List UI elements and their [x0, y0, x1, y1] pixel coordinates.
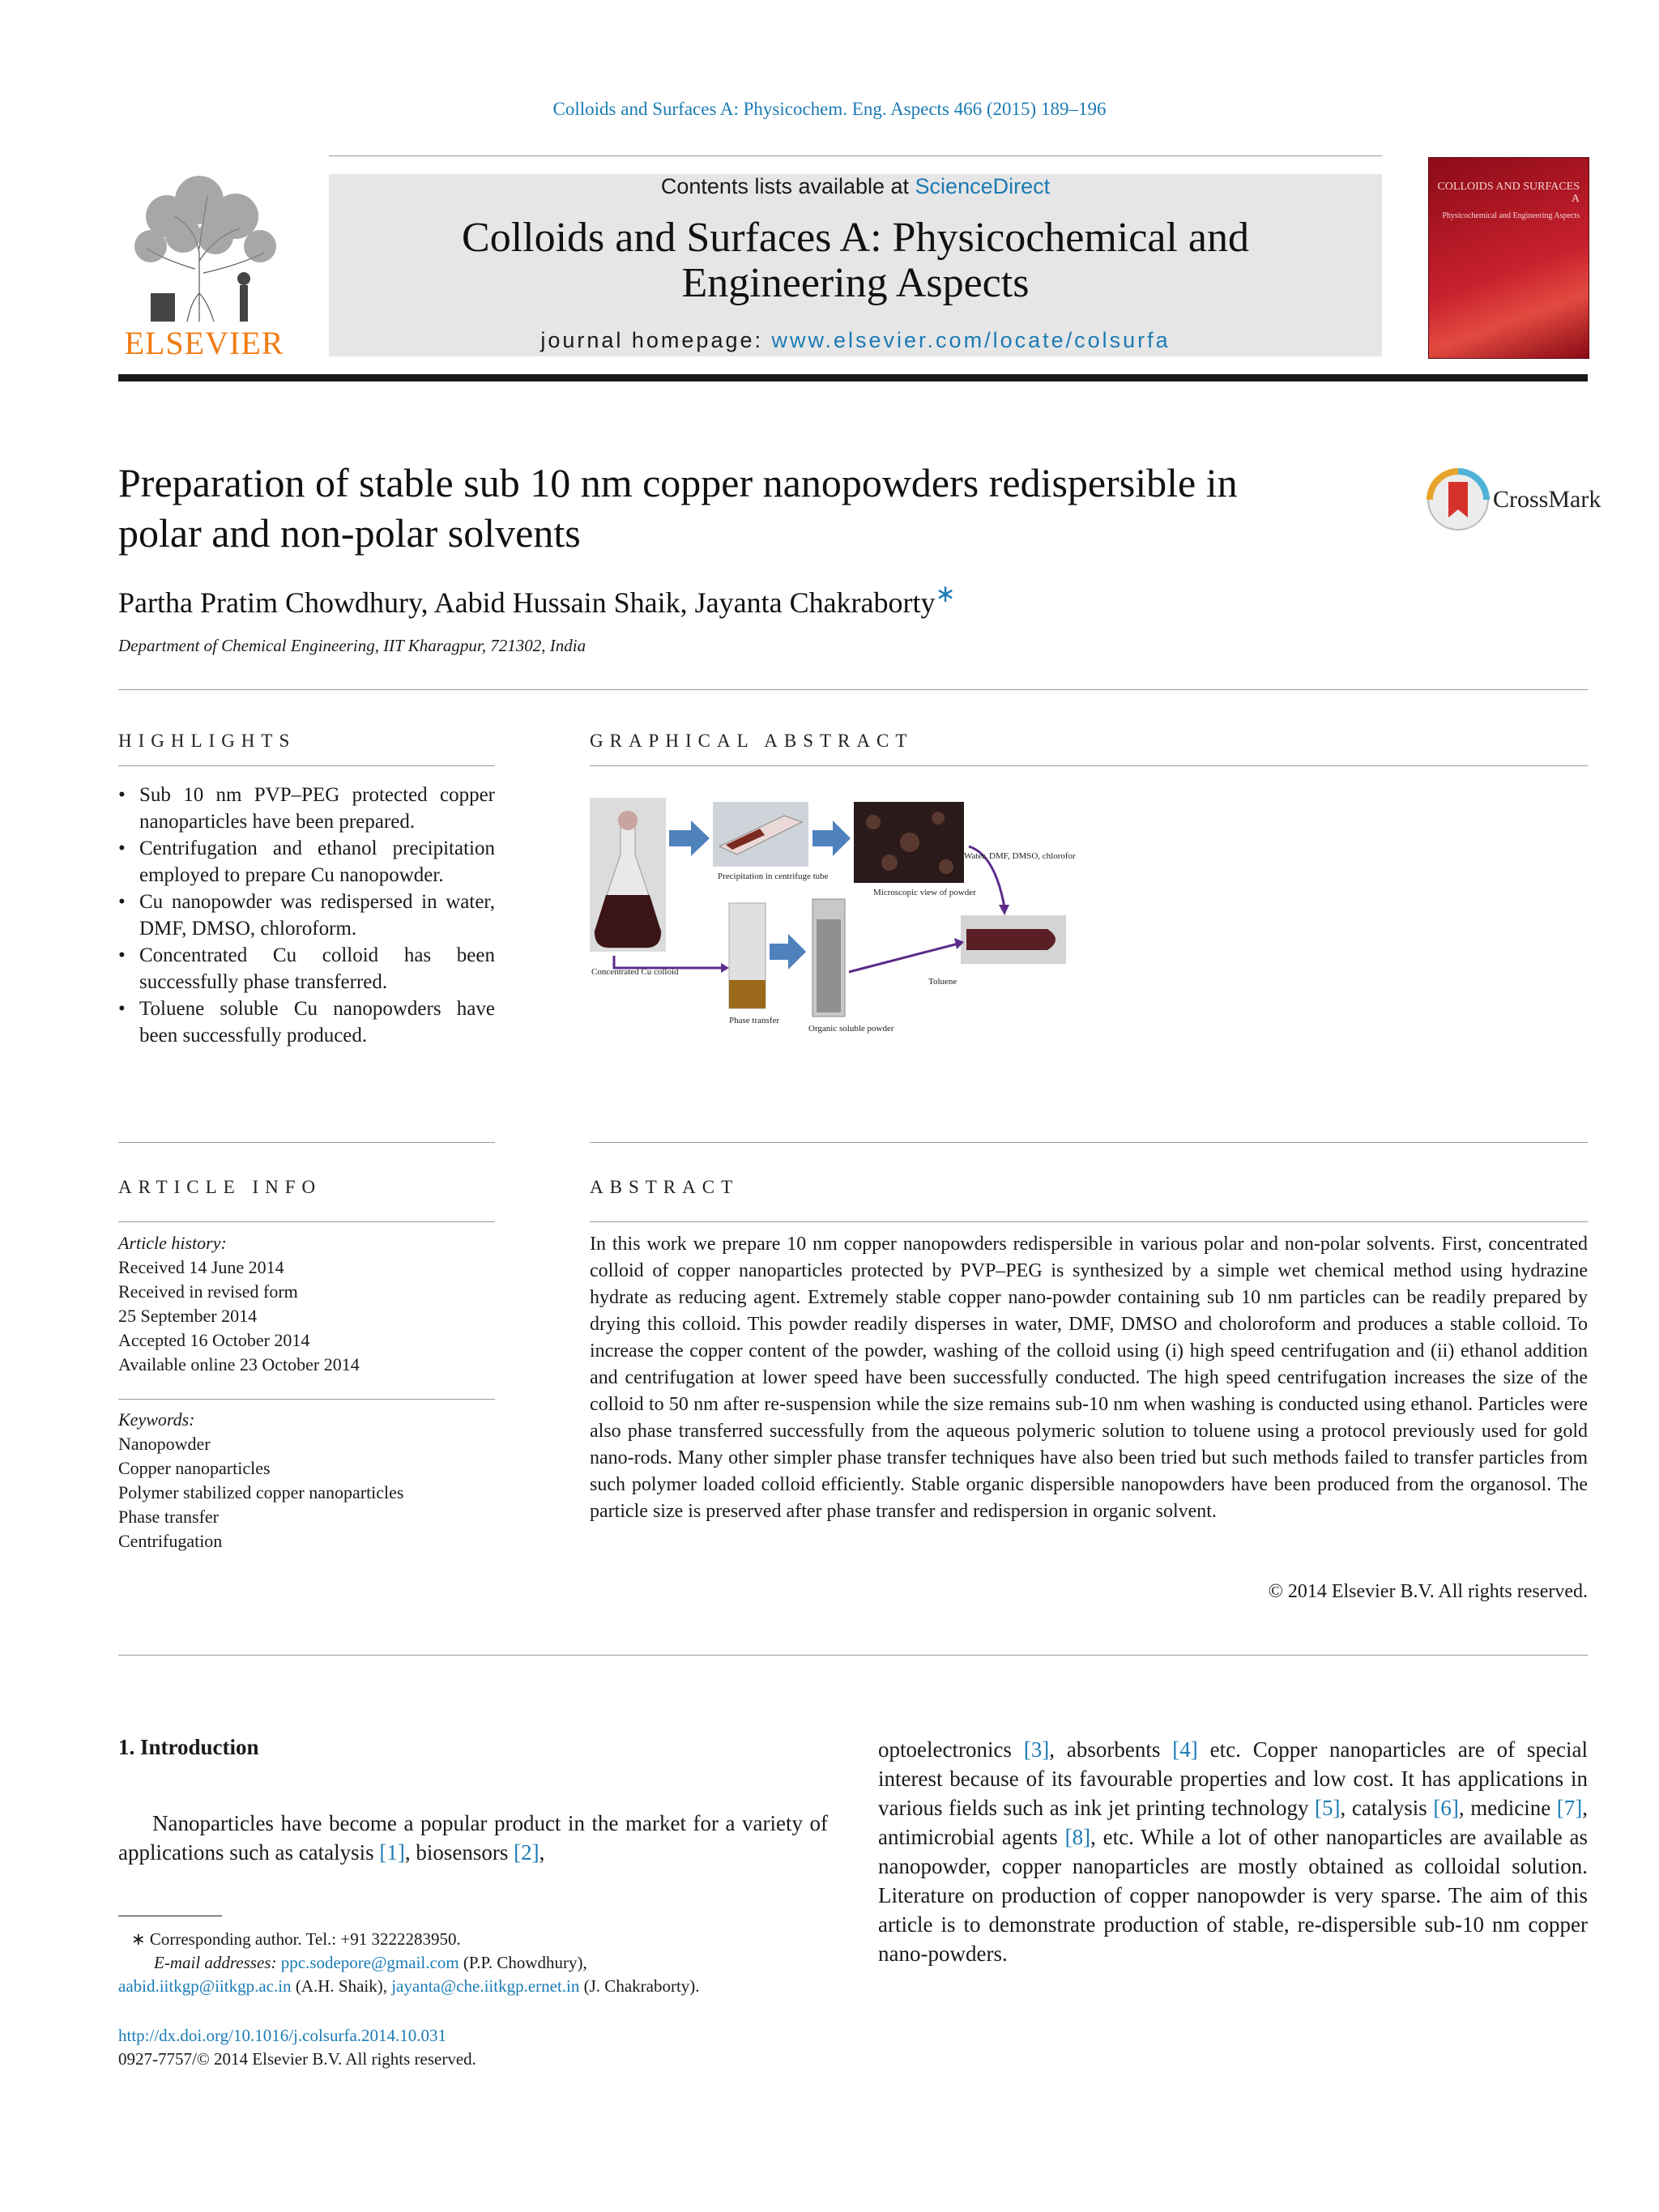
authors-names: Partha Pratim Chowdhury, Aabid Hussain Shaik, Jayanta Chakraborty	[118, 586, 936, 619]
keyword: Polymer stabilized copper nanoparticles	[118, 1482, 404, 1502]
paper-title-line2: polar and non-polar solvents	[118, 510, 581, 556]
article-info-rule	[118, 1221, 495, 1222]
doi-link[interactable]: http://dx.doi.org/10.1016/j.colsurfa.2014.10.031	[118, 2026, 447, 2045]
citation-link[interactable]: [7]	[1556, 1796, 1583, 1820]
journal-title-line1: Colloids and Surfaces A: Physicochemical and	[462, 215, 1249, 261]
email-owner: (P.P. Chowdhury),	[458, 1953, 587, 1972]
journal-homepage	[329, 328, 1382, 353]
header-thick-rule	[118, 374, 1588, 381]
sciencedirect-link[interactable]: ScienceDirect	[915, 174, 1051, 198]
history-item: Accepted 16 October 2014	[118, 1330, 310, 1350]
abstract-heading: ABSTRACT	[590, 1177, 740, 1197]
history-item: Available online 23 October 2014	[118, 1354, 360, 1375]
ga-diagram	[590, 798, 1076, 1081]
arrow-1	[669, 820, 710, 856]
introduction-heading: 1. Introduction	[118, 1735, 259, 1759]
citation-link[interactable]: [4]	[1172, 1737, 1198, 1762]
citation-link[interactable]: [1]	[379, 1840, 405, 1865]
graphical-abstract-figure[interactable]	[590, 798, 1076, 1081]
history-item: Received 14 June 2014	[118, 1257, 284, 1277]
ga-rule	[590, 765, 1588, 766]
arrow-2	[812, 820, 851, 856]
highlights-bottom-rule	[118, 1142, 495, 1143]
citation-link[interactable]: [5]	[1315, 1796, 1341, 1820]
journal-cover[interactable]	[1428, 157, 1589, 359]
intro-text: , absorbents	[1049, 1737, 1173, 1762]
email-line	[118, 1975, 828, 1998]
keyword: Centrifugation	[118, 1531, 223, 1551]
email-line	[118, 1951, 828, 1975]
section-rule	[118, 689, 1588, 690]
email-link[interactable]: aabid.iitkgp@iitkgp.ac.in	[118, 1976, 292, 1996]
citation-link[interactable]: [3]	[1023, 1737, 1050, 1762]
issn-line: 0927-7757/© 2014 Elsevier B.V. All rights reserved.	[118, 2049, 476, 2069]
email-link[interactable]: jayanta@che.iitkgp.ernet.in	[391, 1976, 580, 1996]
label-phase-transfer: Phase transfer	[729, 1016, 780, 1025]
label-precipitation: Precipitation in centrifuge tube	[718, 872, 829, 881]
crossmark-icon	[1426, 467, 1491, 532]
paper-title-line1: Preparation of stable sub 10 nm copper nanopowders redispersible in	[118, 460, 1238, 505]
intro-text: , antimicrobial agents	[878, 1796, 1588, 1849]
highlights-heading: HIGHLIGHTS	[118, 731, 296, 751]
elsevier-wordmark: ELSEVIER	[124, 325, 284, 361]
abstract-copyright: © 2014 Elsevier B.V. All rights reserved.	[1268, 1581, 1588, 1602]
paper-title	[118, 458, 1414, 558]
keywords-list	[118, 1408, 495, 1554]
label-toluene: Toluene	[928, 977, 957, 987]
intro-text: optoelectronics	[878, 1737, 1024, 1762]
keyword: Phase transfer	[118, 1507, 220, 1527]
citation-link[interactable]: [6]	[1433, 1796, 1459, 1820]
intro-text: Nanoparticles have become a popular product in the market for a variety of applications such as catalysis	[118, 1811, 828, 1865]
contents-prefix: Contents lists available at	[660, 174, 915, 198]
keywords-rule	[118, 1399, 495, 1400]
history-item: 25 September 2014	[118, 1306, 258, 1326]
history-label: Article history:	[118, 1233, 227, 1253]
citation-link[interactable]: [2]	[514, 1840, 539, 1865]
article-info-heading: ARTICLE INFO	[118, 1177, 322, 1197]
cover-subtitle: Physicochemical and Engineering Aspects	[1442, 211, 1580, 220]
highlight-item: • Concentrated Cu colloid has been successfully phase transferred.	[118, 942, 495, 995]
intro-text: , medicine	[1458, 1796, 1557, 1820]
intro-paragraph-2	[878, 1735, 1588, 1968]
crossmark-label[interactable]: CrossMark	[1493, 486, 1601, 513]
intro-paragraph-1	[118, 1809, 828, 1867]
citation-link[interactable]: [8]	[1064, 1825, 1091, 1849]
article-history	[118, 1231, 495, 1377]
journal-title-line2: Engineering Aspects	[681, 260, 1030, 306]
label-microscopic: Microscopic view of powder	[873, 888, 976, 897]
highlight-item: • Sub 10 nm PVP–PEG protected copper nanoparticles have been prepared.	[118, 782, 495, 835]
highlight-item: • Centrifugation and ethanol precipitation employed to prepare Cu nanopowder.	[118, 835, 495, 889]
tree-icon	[118, 172, 290, 326]
intro-text: ,	[539, 1840, 545, 1865]
body-rule	[118, 1655, 1588, 1656]
abstract-rule	[590, 1221, 1588, 1222]
intro-text: , biosensors	[404, 1840, 514, 1865]
homepage-link[interactable]: www.elsevier.com/locate/colsurfa	[771, 328, 1171, 352]
doi-block	[118, 2024, 828, 2071]
label-concentrated: Concentrated Cu colloid	[591, 967, 679, 977]
email-link[interactable]: ppc.sodepore@gmail.com	[280, 1953, 459, 1972]
history-item: Received in revised form	[118, 1281, 298, 1302]
label-solvents: Water, DMF, DMSO, chloroform	[964, 851, 1076, 861]
email-owner: (J. Chakraborty).	[579, 1976, 700, 1996]
highlight-item: • Cu nanopowder was redispersed in water, DMF, DMSO, chloroform.	[118, 889, 495, 942]
intro-text: etc. Copper nanoparticles are of special interest because of its favourable properties and low cost. It has applications in various fields such as ink jet printing technology	[878, 1737, 1588, 1820]
journal-title	[329, 215, 1382, 306]
label-organic: Organic soluble powder	[808, 1024, 894, 1034]
highlight-item: • Toluene soluble Cu nanopowders have been successfully produced.	[118, 995, 495, 1049]
cover-title: COLLOIDS AND SURFACES A	[1437, 181, 1580, 205]
corresponding-mark[interactable]: ∗	[935, 581, 956, 607]
abstract-text: In this work we prepare 10 nm copper nanopowders redispersible in various polar and non-polar solvents. First, concentrated colloid of copper nanoparticles protected by PVP–PEG is synthesized by a simple wet chemical method using hydrazine hydrate as reducing agent. Extremely stable copper nano-powder containing sub 10 nm particles can be readily prepared by drying this colloid. This powder readily disperses in water, DMF, DMSO and choloroform and produces a stable colloid. To increase the copper content of the powder, washing of the colloid using (i) high speed centrifugation and (ii) ethanol addition and centrifugation at lower speed have been successfully conducted. The high speed centrifugation increases the size of the colloid to 50 nm after re-suspension while the size remains sub-10 nm when washing is conducted using ethanol. Particles were also phase transferred successfully from the aqueous polymeric solution to toluene using a protocol previously used for gold nano-rods. Many other simpler phase transfer techniques have also been tried but such methods failed to transfer particles from such polymer loaded colloid efficiently. Stable organic dispersible nanopowders have been produced from the organosol. The particle size is preserved after phase transfer and redispersion in organic solvent.	[590, 1234, 1588, 1522]
corresponding-footnote: ∗ Corresponding author. Tel.: +91 3222283950.	[131, 1929, 461, 1949]
email-label: E-mail addresses:	[154, 1953, 281, 1972]
purple-arrow-3	[849, 944, 958, 972]
footnotes	[118, 1928, 828, 1998]
homepage-prefix: journal homepage:	[540, 328, 772, 352]
journal-reference[interactable]: Colloids and Surfaces A: Physicochem. Eng. Aspects 466 (2015) 189–196	[552, 99, 1107, 119]
keyword: Copper nanoparticles	[118, 1458, 271, 1478]
keywords-label: Keywords:	[118, 1409, 195, 1430]
email-owner: (A.H. Shaik),	[291, 1976, 392, 1996]
ga-bottom-rule	[590, 1142, 1588, 1143]
contents-line	[329, 174, 1382, 199]
affiliation: Department of Chemical Engineering, IIT Kharagpur, 721302, India	[118, 636, 586, 655]
purple-arrow-2	[614, 956, 723, 968]
author-list	[118, 580, 956, 620]
highlights-list	[118, 782, 495, 1049]
keyword: Nanopowder	[118, 1434, 211, 1454]
intro-text: , etc. While a lot of other nanoparticles are available as nanopowder, copper nanoparticles are mostly obtained as colloidal solution. Literature on production of copper nanopowder is very sparse. The aim of this article is to demonstrate production of stable, re-dispersible sub-10 nm copper nano-powders.	[878, 1825, 1588, 1966]
highlights-rule	[118, 765, 495, 766]
graphical-abstract-heading: GRAPHICAL ABSTRACT	[590, 731, 914, 751]
intro-text: , catalysis	[1340, 1796, 1434, 1820]
arrow-3	[770, 934, 806, 970]
